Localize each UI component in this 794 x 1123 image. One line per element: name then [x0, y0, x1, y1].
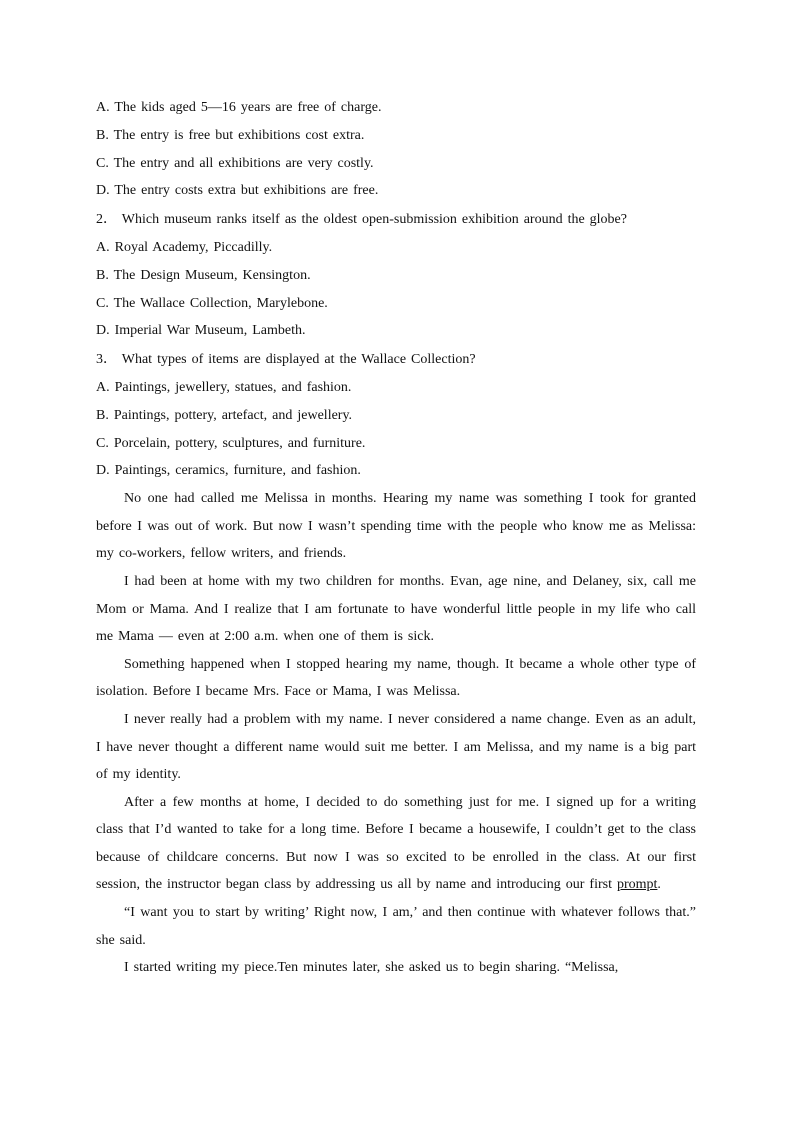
- q3-stem: 3． What types of items are displayed at the Wallace Collection?: [96, 352, 476, 368]
- passage-paragraph-1: [96, 485, 696, 568]
- passage-paragraph-7: [96, 954, 696, 982]
- q2-option-d: D. Imperial War Museum, Lambeth.: [96, 323, 306, 339]
- q2-option-c: C. The Wallace Collection, Marylebone.: [96, 295, 328, 311]
- question-1-options: [96, 94, 696, 205]
- q3-option-d: D. Paintings, ceramics, furniture, and fashion.: [96, 463, 361, 479]
- q1-option-c: C. The entry and all exhibitions are very costly.: [96, 155, 374, 171]
- passage-paragraph-6: [96, 899, 696, 954]
- q3-option-a: A. Paintings, jewellery, statues, and fashion.: [96, 379, 352, 395]
- underlined-word-prompt: prompt: [616, 877, 658, 893]
- question-2: [96, 206, 696, 345]
- passage-paragraph-2-text: I had been at home with my two children for months. Evan, age nine, and Delaney, six, call me Mom or Mama. And I realize that I am fortunate to have wonderful little people in my life who call me Mama — even at 2:00 a.m. when one of them is sick.: [96, 573, 696, 645]
- q3-option-b: B. Paintings, pottery, artefact, and jewellery.: [96, 407, 353, 423]
- q1-option-a: A. The kids aged 5—16 years are free of charge.: [96, 100, 382, 115]
- passage-paragraph-7-text: I started writing my piece.Ten minutes later, she asked us to begin sharing. “Melissa,: [124, 960, 619, 976]
- passage-paragraph-3-text: Something happened when I stopped hearing my name, though. It became a whole other type of isolation. Before I became Mrs. Face or Mama, I was Melissa.: [96, 656, 696, 700]
- passage-paragraph-5-text: After a few months at home, I decided to do something just for me. I signed up for a writing class that I’d wanted to take for a long time. Before I became a housewife, I couldn’t get to the class because of childcare concerns. But now I was so excited to be enrolled in the class. At our first session, the instructor began class by addressing us all by name and introducing our first: [96, 794, 696, 893]
- document-page: [96, 94, 696, 982]
- passage-paragraph-3: [96, 651, 696, 706]
- q2-stem: 2． Which museum ranks itself as the oldest open-submission exhibition around the globe?: [96, 212, 627, 228]
- q1-option-d: D. The entry costs extra but exhibitions are free.: [96, 183, 379, 199]
- q3-option-c: C. Porcelain, pottery, sculptures, and furniture.: [96, 435, 366, 451]
- passage-paragraph-4: [96, 706, 696, 789]
- passage-paragraph-6-text: “I want you to start by writing’ Right now, I am,’ and then continue with whatever follows that.” she said.: [96, 905, 696, 948]
- question-3: [96, 346, 696, 485]
- q2-option-b: B. The Design Museum, Kensington.: [96, 267, 311, 283]
- q2-option-a: A. Royal Academy, Piccadilly.: [96, 239, 273, 255]
- passage-paragraph-1-text: No one had called me Melissa in months. Hearing my name was something I took for granted before I was out of work. But now I wasn’t spending time with the people who know me as Melissa: my co-workers, fellow writers, and friends.: [96, 491, 696, 562]
- reading-passage: [96, 485, 696, 982]
- passage-paragraph-2: [96, 568, 696, 651]
- passage-paragraph-5: [96, 789, 696, 899]
- passage-paragraph-4-text: I never really had a problem with my name. I never considered a name change. Even as an adult, I have never thought a different name would suit me better. I am Melissa, and my name is a big part of my identity.: [96, 711, 696, 783]
- passage-paragraph-5-end: .: [657, 877, 661, 893]
- q1-option-b: B. The entry is free but exhibitions cost extra.: [96, 127, 365, 143]
